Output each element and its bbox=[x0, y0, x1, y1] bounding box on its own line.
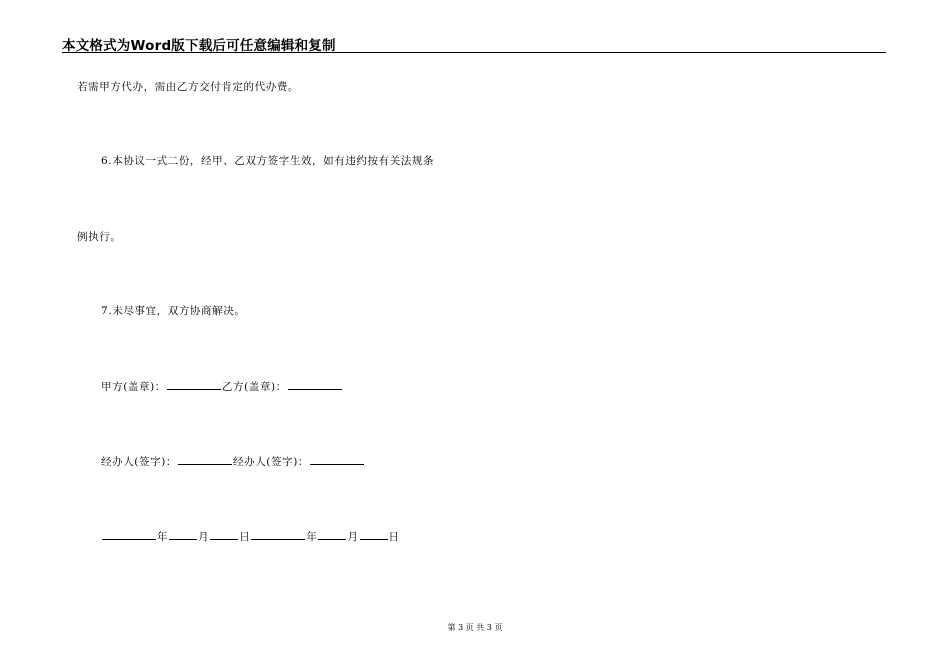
party-a-seal-label: 甲方(盖章)： bbox=[101, 381, 166, 393]
date-a-month-label: 月 bbox=[198, 531, 210, 543]
party-a-seal-blank bbox=[167, 379, 221, 390]
handler-b-label: 经办人(签字)： bbox=[233, 456, 309, 468]
date-line bbox=[101, 529, 400, 544]
date-b-month-label: 月 bbox=[347, 531, 359, 543]
date-b-day-blank bbox=[360, 529, 388, 540]
handler-a-label: 经办人(签字)： bbox=[101, 456, 177, 468]
date-a-month-blank bbox=[169, 529, 197, 540]
date-b-day-label: 日 bbox=[388, 531, 400, 543]
handler-a-blank bbox=[178, 454, 232, 465]
paragraph-agency-fee: 若需甲方代办，需由乙方交付肯定的代办费。 bbox=[77, 81, 299, 93]
page-header-title: 本文格式为Word版下载后可任意编辑和复制 bbox=[62, 38, 336, 54]
party-b-seal-label: 乙方(盖章)： bbox=[221, 381, 287, 393]
paragraph-clause-6: 6.本协议一式二份，经甲、乙双方签字生效，如有违约按有关法规条 bbox=[101, 155, 435, 167]
date-b-month-blank bbox=[318, 529, 346, 540]
page-number-footer: 第 3 页 共 3 页 bbox=[447, 623, 503, 632]
header-divider bbox=[62, 52, 886, 53]
handler-signature-line bbox=[101, 454, 365, 469]
date-a-year-blank bbox=[102, 529, 156, 540]
paragraph-clause-6-continued: 例执行。 bbox=[77, 231, 122, 243]
handler-b-blank bbox=[310, 454, 364, 465]
date-a-year-label: 年 bbox=[157, 531, 169, 543]
party-b-seal-blank bbox=[288, 379, 342, 390]
date-b-year-blank bbox=[251, 529, 305, 540]
date-a-day-label: 日 bbox=[239, 531, 251, 543]
date-b-year-label: 年 bbox=[306, 531, 318, 543]
paragraph-clause-7: 7.未尽事宜，双方协商解决。 bbox=[101, 305, 246, 317]
signature-seal-line bbox=[101, 379, 343, 394]
date-a-day-blank bbox=[210, 529, 238, 540]
